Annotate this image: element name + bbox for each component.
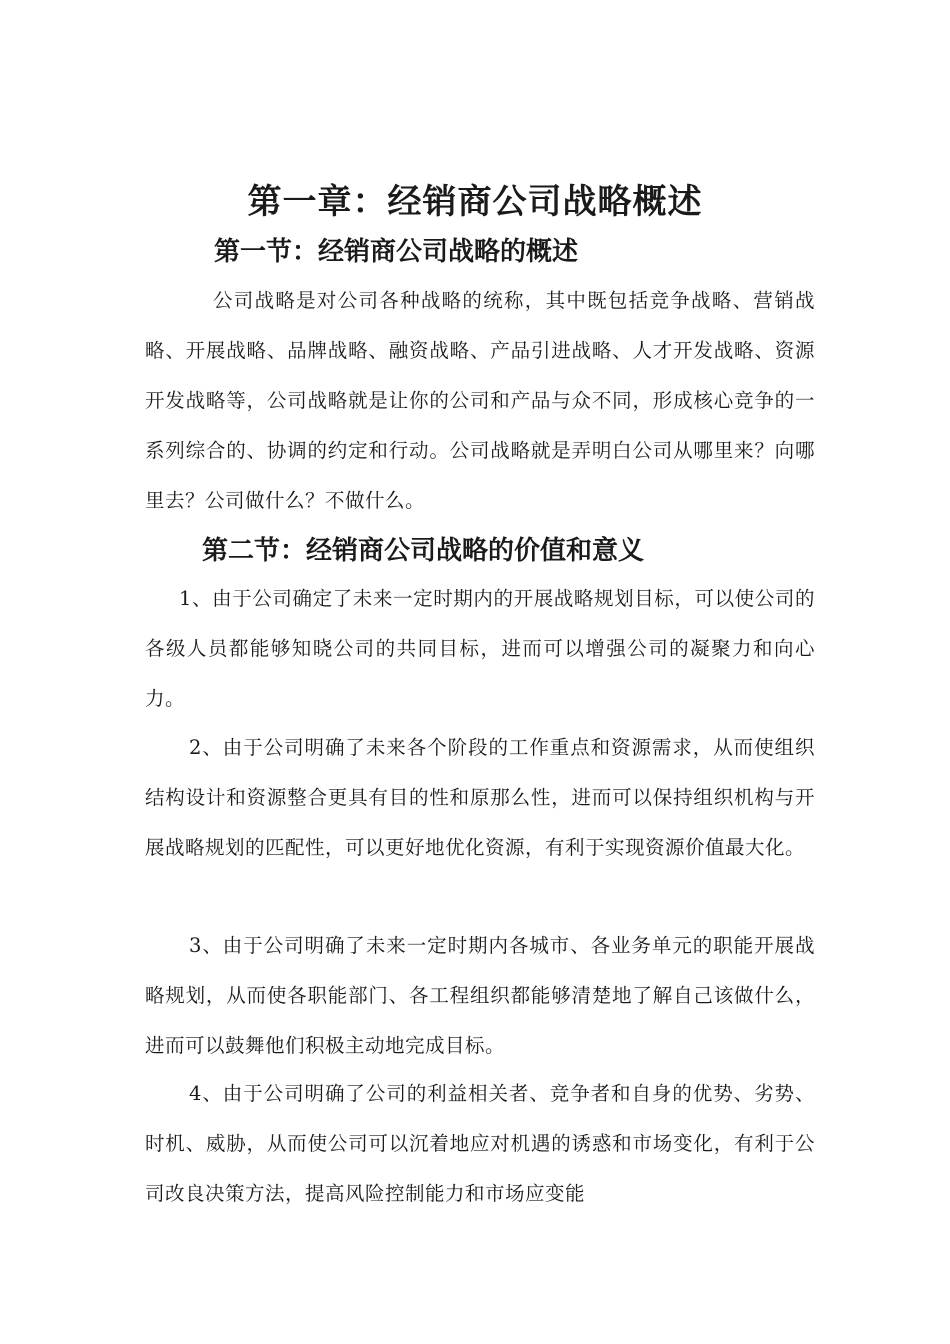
section-2-item-2: 2、由于公司明确了未来各个阶段的工作重点和资源需求，从而使组织结构设计和资源整合更具有目的性和原那么性，进而可以保持组织机构与开展战略规划的匹配性，可以更好地优化资源，有利于实现资源价值最大化。 (145, 736, 815, 859)
section-2-item-1: 1、由于公司确定了未来一定时期内的开展战略规划目标，可以使公司的各级人员都能够知晓公司的共同目标，进而可以增强公司的凝聚力和向心力。 (145, 587, 815, 710)
section-2-item-3: 3、由于公司明确了未来一定时期内各城市、各业务单元的职能开展战略规划，从而使各职能部门、各工程组织都能够清楚地了解自己该做什么，进而可以鼓舞他们积极主动地完成目标。 (145, 934, 815, 1057)
section-2-item-4: 4、由于公司明确了公司的利益相关者、竞争者和自身的优势、劣势、时机、威胁，从而使公司可以沉着地应对机遇的诱惑和市场变化，有利于公司改良决策方法，提高风险控制能力和市场应变能 (145, 1082, 815, 1205)
chapter-title: 第一章：经销商公司战略概述 (247, 182, 703, 222)
section-1-paragraph: 公司战略是对公司各种战略的统称，其中既包括竞争战略、营销战略、开展战略、品牌战略、融资战略、产品引进战略、人才开发战略、资源开发战略等，公司战略就是让你的公司和产品与众不同，形成核心竞争的一系列综合的、协调的约定和行动。公司战略就是弄明白公司从哪里来？向哪里去？公司做什么？不做什么。 (145, 289, 815, 512)
section-1-title: 第一节：经销商公司战略的概述 (214, 237, 579, 267)
section-2-title: 第二节：经销商公司战略的价值和意义 (202, 536, 645, 566)
